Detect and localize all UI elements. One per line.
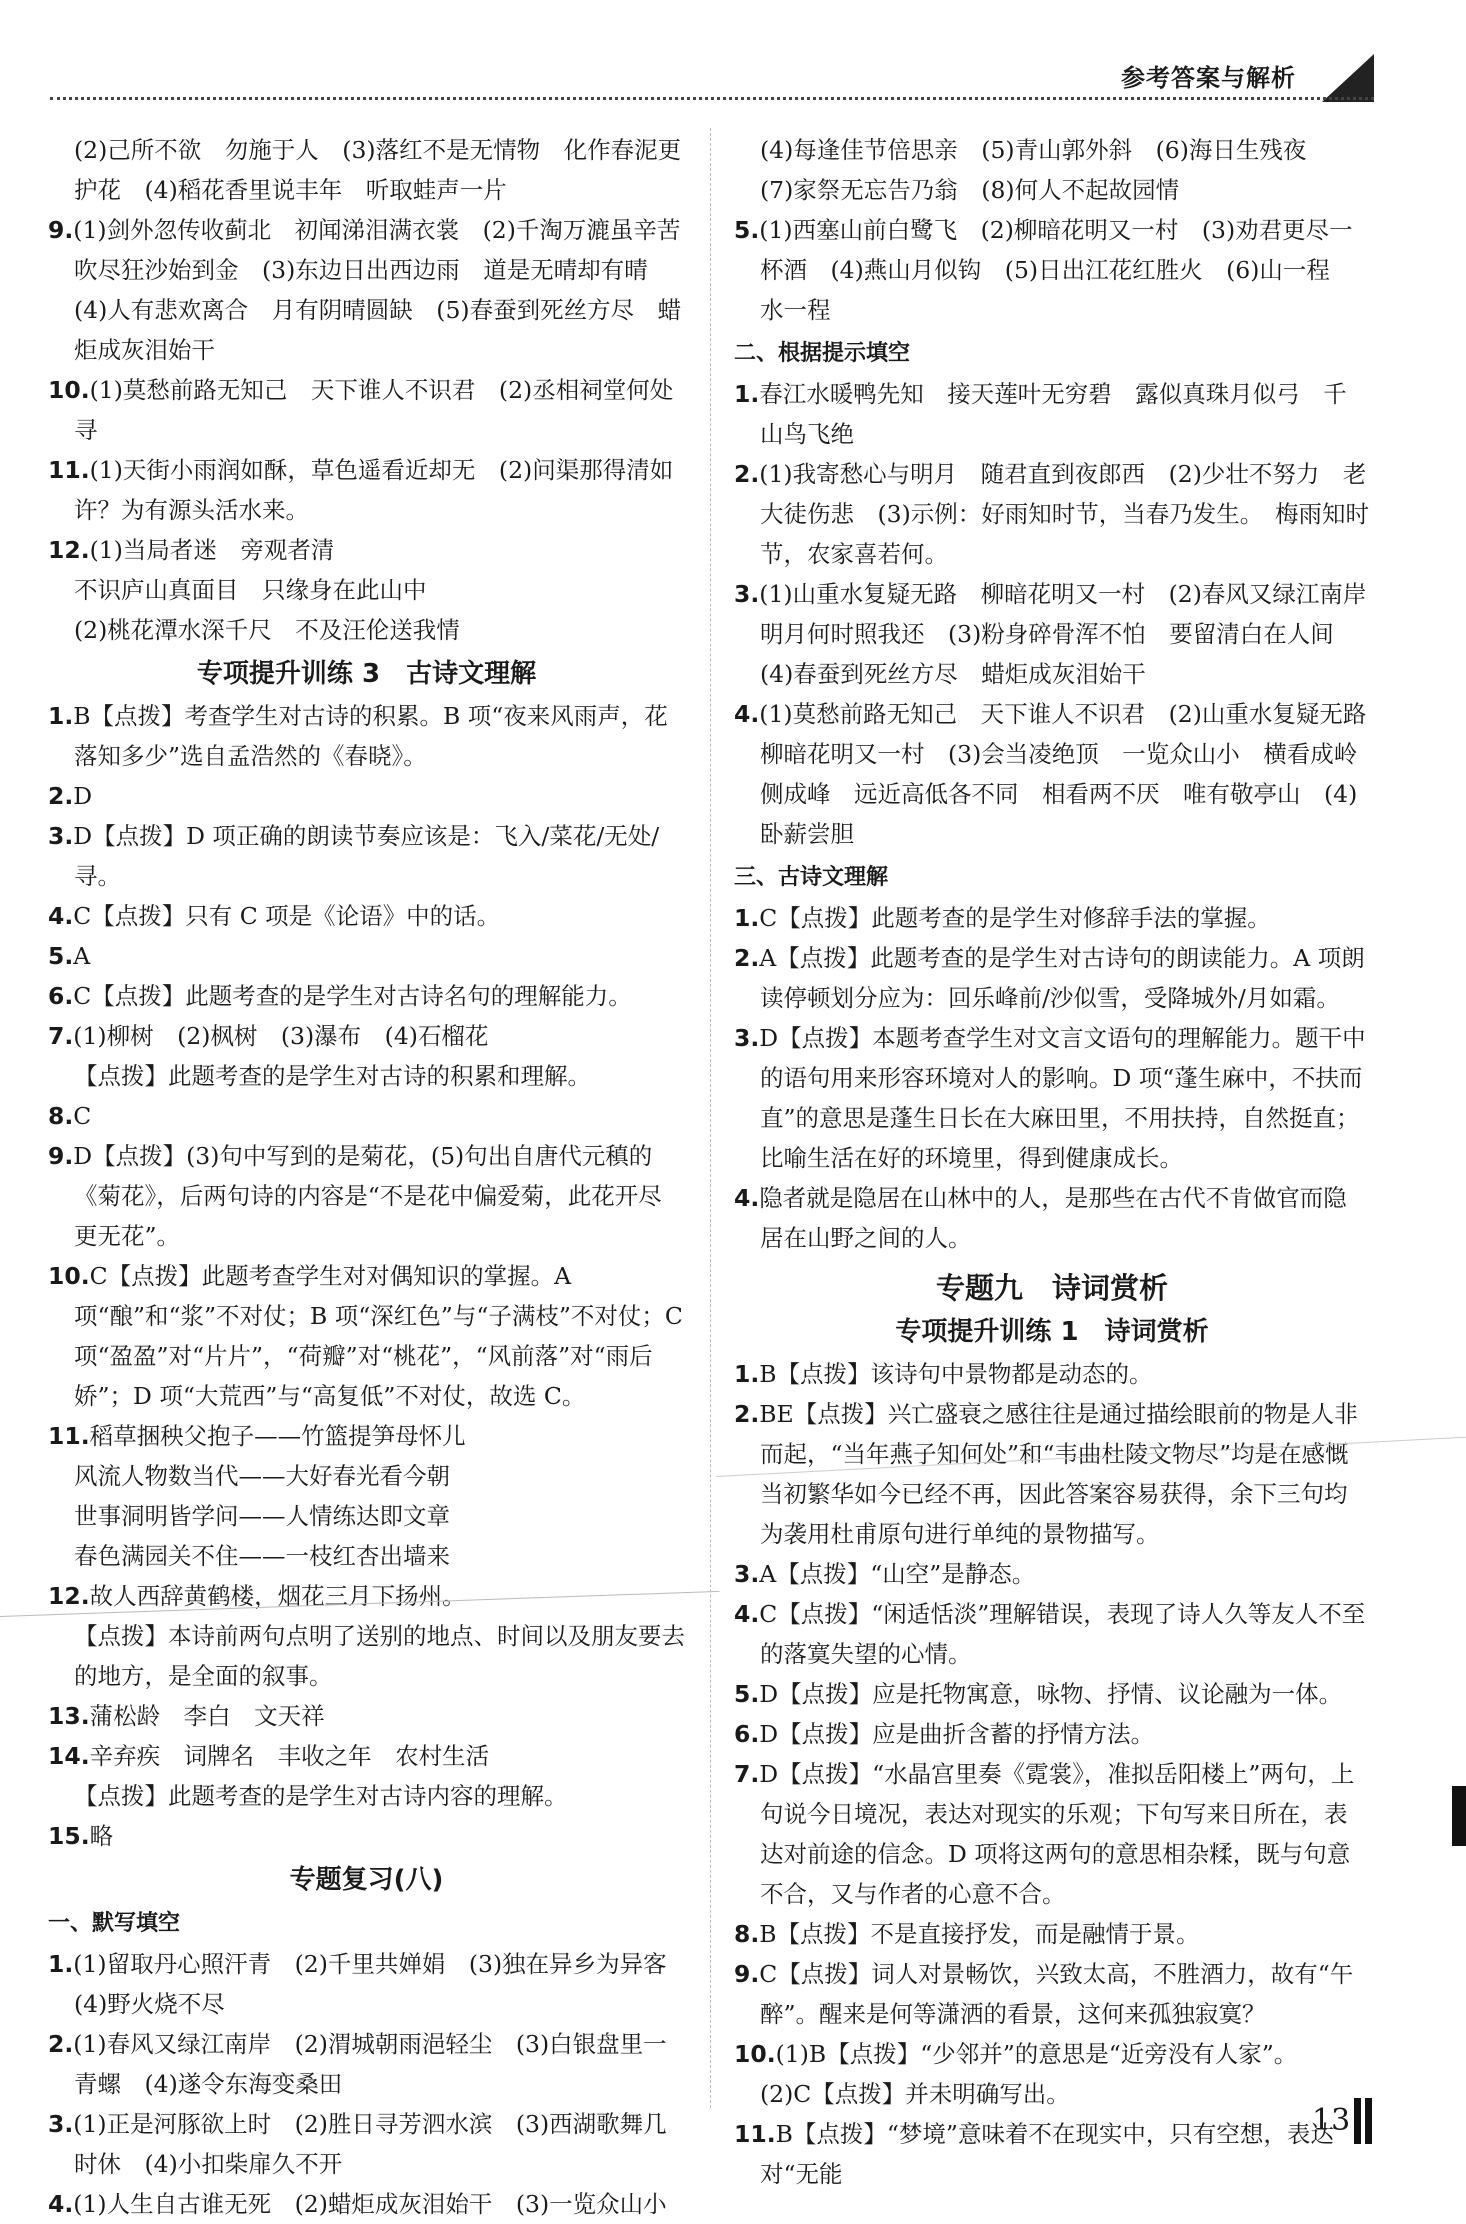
answer-item: [734, 210, 1370, 330]
answer-text: C【点拨】“闲适恬淡”理解错误，表现了诗人久等友人不至的落寞失望的心情。: [759, 1600, 1366, 1668]
answer-text: 故人西辞黄鹤楼，烟花三月下扬州。: [89, 1582, 466, 1610]
column-divider: [710, 128, 711, 2108]
section-heading: 专题九 诗词赏析: [935, 1271, 1168, 1305]
answer-number: 2.: [48, 782, 74, 810]
answer-number: 4.: [48, 2190, 74, 2218]
answer-number: 5.: [48, 942, 74, 970]
answer-continuation: (4)每逢佳节倍思亲 (5)青山郭外斜 (6)海日生残夜: [760, 136, 1307, 164]
answer-item: [48, 1816, 685, 1856]
answer-text: B【点拨】考查学生对古诗的积累。B 项“夜来风雨声，花落知多少”选自孟浩然的《春晓》。: [73, 702, 668, 770]
answer-text: 蒲松龄 李白 文天祥: [89, 1702, 325, 1730]
answer-number: 10.: [48, 376, 90, 404]
answer-item: [734, 1394, 1370, 1554]
answer-item: [734, 1178, 1370, 1258]
answer-text: B【点拨】“梦境”意味着不在现实中，只有空想，表达对“无能: [760, 2120, 1334, 2188]
answer-item: [48, 776, 685, 816]
answer-number: 2.: [48, 2030, 74, 2058]
answer-item: [734, 454, 1370, 574]
answer-text: D【点拨】应是曲折含蓄的抒情方法。: [759, 1720, 1155, 1748]
answer-continuation: (2)C【点拨】并未明确写出。: [760, 2080, 1070, 2108]
answer-item: [48, 1736, 685, 1776]
answer-continuation: 世事洞明皆学问——人情练达即文章: [74, 1502, 450, 1530]
answer-number: 1.: [734, 904, 760, 932]
answer-number: 3.: [48, 822, 74, 850]
answer-item: [734, 694, 1390, 854]
answer-item: [48, 2184, 685, 2224]
answer-number: 11.: [48, 456, 90, 484]
answer-text: D【点拨】(3)句中写到的是菊花，(5)句出自唐代元稹的《菊花》，后两句诗的内容是“不是花中偏爱菊，此花开尽更无花”。: [73, 1142, 662, 1250]
answer-continuation: (7)家祭无忘告乃翁 (8)何人不起故园情: [760, 176, 1180, 204]
answer-number: 1.: [734, 380, 760, 408]
answer-text: (1)柳树 (2)枫树 (3)瀑布 (4)石榴花: [73, 1022, 489, 1050]
answer-item: [734, 374, 1370, 454]
right-answer-column: [734, 130, 1390, 2194]
answer-text: A: [73, 942, 91, 970]
answer-item: [48, 1096, 685, 1136]
section-heading: 专题复习(八): [289, 1865, 444, 1895]
side-thumb-tab: [1452, 1786, 1466, 1846]
answer-item: [734, 2114, 1370, 2194]
answer-text: (1)正是河豚欲上时 (2)胜日寻芳泗水滨 (3)西湖歌舞几时休 (4)小扣柴扉久不开: [73, 2110, 667, 2178]
section-heading: 专项提升训练 1 诗词赏析: [895, 1317, 1209, 1347]
answer-text: (1)西塞山前白鹭飞 (2)柳暗花明又一村 (3)劝君更尽一杯酒 (4)燕山月似钩 (5)日出江花红胜火 (6)山一程 水一程: [759, 216, 1354, 324]
answer-item: [734, 1714, 1370, 1754]
answer-text: C【点拨】此题考查的是学生对修辞手法的掌握。: [759, 904, 1271, 932]
answer-item: [48, 2104, 685, 2184]
answer-item: [734, 1554, 1370, 1594]
answer-number: 3.: [48, 2110, 74, 2138]
answer-continuation: 风流人物数当代——大好春光看今朝: [74, 1462, 450, 1490]
answer-item: [48, 816, 685, 896]
subsection-title: 一、默写填空: [48, 1911, 181, 1936]
answer-number: 9.: [48, 1142, 74, 1170]
answer-continuation: 春色满园关不住——一枝红杏出墙来: [74, 1542, 450, 1570]
answer-text: (1)当局者迷 旁观者清: [89, 536, 335, 564]
answer-text: D: [73, 782, 93, 810]
answer-text: C【点拨】此题考查学生对对偶知识的掌握。A 项“酿”和“浆”不对仗；B 项“深红色”与“子满枝”不对仗；C 项“盈盈”对“片片”，“荷瓣”对“桃花”，“风前落”对“雨后娇”；D 项“大荒西”与“高复低”不对仗，故选 C。: [74, 1262, 683, 1410]
answer-text: C【点拨】此题考查的是学生对古诗名句的理解能力。: [73, 982, 632, 1010]
answer-text: A【点拨】此题考查的是学生对古诗句的朗读能力。A 项朗读停顿划分应为：回乐峰前/沙似雪，受降城外/月如霜。: [759, 944, 1365, 1012]
answer-number: 7.: [48, 1022, 74, 1050]
answer-item: [48, 1016, 685, 1056]
answer-number: 2.: [734, 944, 760, 972]
answer-continuation: (2)己所不欲 勿施于人 (3)落红不是无情物 化作春泥更护花 (4)稻花香里说丰年 听取蛙声一片: [74, 136, 682, 204]
answer-text: (1)留取丹心照汗青 (2)千里共婵娟 (3)独在异乡为异客 (4)野火烧不尽: [73, 1950, 691, 2018]
header-dotted-rule: [50, 97, 1374, 100]
answer-text: (1)莫愁前路无知己 天下谁人不识君 (2)山重水复疑无路 柳暗花明又一村 (3)会当凌绝顶 一览众山小 横看成岭侧成峰 远近高低各不同 相看两不厌 唯有敬亭山 (4)卧薪尝胆: [759, 700, 1390, 848]
answer-continuation: 不识庐山真面目 只缘身在此山中: [74, 576, 427, 604]
answer-item: [48, 1136, 685, 1256]
answer-text: (1)天街小雨润如酥，草色遥看近却无 (2)问渠那得清如许？为有源头活水来。: [74, 456, 674, 524]
answer-number: 11.: [48, 1422, 90, 1450]
answer-number: 2.: [734, 460, 760, 488]
answer-continuation: (2)桃花潭水深千尺 不及汪伦送我情: [74, 616, 460, 644]
answer-continuation: 【点拨】本诗前两句点明了送别的地点、时间以及朋友要去的地方，是全面的叙事。: [74, 1622, 685, 1690]
answer-item: [48, 936, 685, 976]
section-heading: 专项提升训练 3 古诗文理解: [196, 659, 537, 689]
answer-item: [734, 1754, 1370, 1914]
answer-number: 5.: [734, 1680, 760, 1708]
answer-number: 4.: [734, 700, 760, 728]
answer-number: 3.: [734, 1560, 760, 1588]
left-answer-column: [48, 130, 704, 2224]
answer-number: 5.: [734, 216, 760, 244]
answer-text: D【点拨】“水晶宫里奏《霓裳》，准拟岳阳楼上”两句，上句说今日境况，表达对现实的乐观；下句写来日所在，表达对前途的信念。D 项将这两句的意思相杂糅，既与句意不合，又与作者的心意不合。: [759, 1760, 1355, 1908]
answer-text: 隐者就是隐居在山林中的人，是那些在古代不肯做官而隐居在山野之间的人。: [759, 1184, 1347, 1252]
answer-number: 3.: [734, 580, 760, 608]
answer-number: 4.: [734, 1184, 760, 1212]
page-number-bar: [1365, 2098, 1372, 2144]
answer-number: 4.: [734, 1600, 760, 1628]
answer-number: 8.: [734, 1920, 760, 1948]
answer-item: [48, 210, 704, 370]
subsection-title: 二、根据提示填空: [734, 341, 911, 366]
answer-item: [48, 370, 685, 450]
page-number-bar: [1354, 2098, 1361, 2144]
answer-text: (1)山重水复疑无路 柳暗花明又一村 (2)春风又绿江南岸 明月何时照我还 (3)粉身碎骨浑不怕 要留清白在人间 (4)春蚕到死丝方尽 蜡炬成灰泪始干: [759, 580, 1390, 688]
answer-continuation: 【点拨】此题考查的是学生对古诗内容的理解。: [74, 1782, 568, 1810]
answer-continuation: 【点拨】此题考查的是学生对古诗的积累和理解。: [74, 1062, 591, 1090]
answer-text: (1)人生自古谁无死 (2)蜡炬成灰泪始干 (3)一览众山小: [73, 2190, 667, 2218]
answer-item: [48, 2024, 685, 2104]
answer-number: 7.: [734, 1760, 760, 1788]
answer-number: 9.: [734, 1960, 760, 1988]
answer-number: 10.: [48, 1262, 90, 1290]
answer-number: 12.: [48, 536, 90, 564]
answer-number: 8.: [48, 1102, 74, 1130]
answer-item: [734, 1914, 1370, 1954]
answer-number: 11.: [734, 2120, 776, 2148]
answer-item: [48, 696, 685, 776]
answer-text: (1)我寄愁心与明月 随君直到夜郎西 (2)少壮不努力 老大徒伤悲 (3)示例：好雨知时节，当春乃发生。 梅雨知时节，农家喜若何。: [759, 460, 1370, 568]
answer-text: C【点拨】只有 C 项是《论语》中的话。: [73, 902, 501, 930]
answer-item: [734, 1594, 1370, 1674]
answer-item: [734, 574, 1390, 694]
answer-text: D【点拨】本题考查学生对文言文语句的理解能力。题干中的语句用来形容环境对人的影响。D 项“蓬生麻中，不扶而直”的意思是蓬生日长在大麻田里，不用扶持，自然挺直；比喻生活在好的环境里，得到健康成长。: [759, 1024, 1366, 1172]
answer-item: [48, 896, 685, 936]
answer-number: 1.: [734, 1360, 760, 1388]
answer-item: [734, 1954, 1370, 2034]
answer-text: 辛弃疾 词牌名 丰收之年 农村生活: [89, 1742, 490, 1770]
answer-text: (1)B【点拨】“少邻并”的意思是“近旁没有人家”。: [775, 2040, 1298, 2068]
page-number: 13: [1312, 2103, 1351, 2138]
answer-text: 春江水暖鸭先知 接天莲叶无穷碧 露似真珠月似弓 千山鸟飞绝: [759, 380, 1347, 448]
answer-number: 3.: [734, 1024, 760, 1052]
answer-number: 9.: [48, 216, 74, 244]
answer-number: 6.: [734, 1720, 760, 1748]
answer-number: 15.: [48, 1822, 90, 1850]
answer-text: D【点拨】应是托物寓意，咏物、抒情、议论融为一体。: [759, 1680, 1343, 1708]
answer-item: [734, 1674, 1370, 1714]
answer-number: 14.: [48, 1742, 90, 1770]
answer-item: [734, 1018, 1370, 1178]
answer-text: BE【点拨】兴亡盛衰之感往往是通过描绘眼前的物是人非而起，“当年燕子知何处”和“韦曲杜陵文物尽”均是在感慨当初繁华如今已经不再，因此答案容易获得，余下三句均为袭用杜甫原句进行单纯的景物描写。: [759, 1400, 1358, 1548]
answer-item: [48, 1416, 685, 1456]
answer-item: [48, 1944, 691, 2024]
subsection-title: 三、古诗文理解: [734, 865, 889, 890]
answer-item: [48, 1256, 685, 1416]
answer-item: [48, 1696, 685, 1736]
answer-text: 略: [89, 1822, 114, 1850]
answer-item: [734, 1354, 1370, 1394]
answer-text: C: [73, 1102, 92, 1130]
answer-text: (1)莫愁前路无知己 天下谁人不识君 (2)丞相祠堂何处寻: [74, 376, 674, 444]
page-header-title: 参考答案与解析: [1121, 64, 1296, 92]
answer-number: 10.: [734, 2040, 776, 2068]
answer-text: B【点拨】该诗句中景物都是动态的。: [759, 1360, 1153, 1388]
answer-number: 2.: [734, 1400, 760, 1428]
answer-number: 13.: [48, 1702, 90, 1730]
answer-number: 6.: [48, 982, 74, 1010]
answer-item: [48, 976, 685, 1016]
answer-text: D【点拨】D 项正确的朗读节奏应该是：飞入/菜花/无处/寻。: [73, 822, 660, 890]
answer-text: A【点拨】“山空”是静态。: [759, 1560, 1036, 1588]
answer-number: 1.: [48, 702, 74, 730]
header-corner-triangle: [1322, 54, 1374, 102]
answer-item: [48, 450, 685, 530]
answer-number: 1.: [48, 1950, 74, 1978]
answer-item: [734, 938, 1370, 1018]
answer-text: 稻草捆秧父抱子——竹篮提笋母怀儿: [89, 1422, 466, 1450]
answer-text: (1)剑外忽传收蓟北 初闻涕泪满衣裳 (2)千淘万漉虽辛苦 吹尽狂沙始到金 (3)东边日出西边雨 道是无晴却有晴 (4)人有悲欢离合 月有阴晴圆缺 (5)春蚕到死丝方尽 蜡炬成灰泪始干: [73, 216, 704, 364]
answer-item: [48, 530, 685, 570]
answer-item: [734, 2034, 1370, 2074]
answer-item: [734, 898, 1370, 938]
answer-number: 4.: [48, 902, 74, 930]
answer-number: 12.: [48, 1582, 90, 1610]
answer-text: C【点拨】词人对景畅饮，兴致太高，不胜酒力，故有“午醉”。醒来是何等潇洒的看景，这何来孤独寂寞？: [759, 1960, 1354, 2028]
answer-text: (1)春风又绿江南岸 (2)渭城朝雨浥轻尘 (3)白银盘里一青螺 (4)遂令东海变桑田: [73, 2030, 667, 2098]
answer-text: B【点拨】不是直接抒发，而是融情于景。: [759, 1920, 1200, 1948]
